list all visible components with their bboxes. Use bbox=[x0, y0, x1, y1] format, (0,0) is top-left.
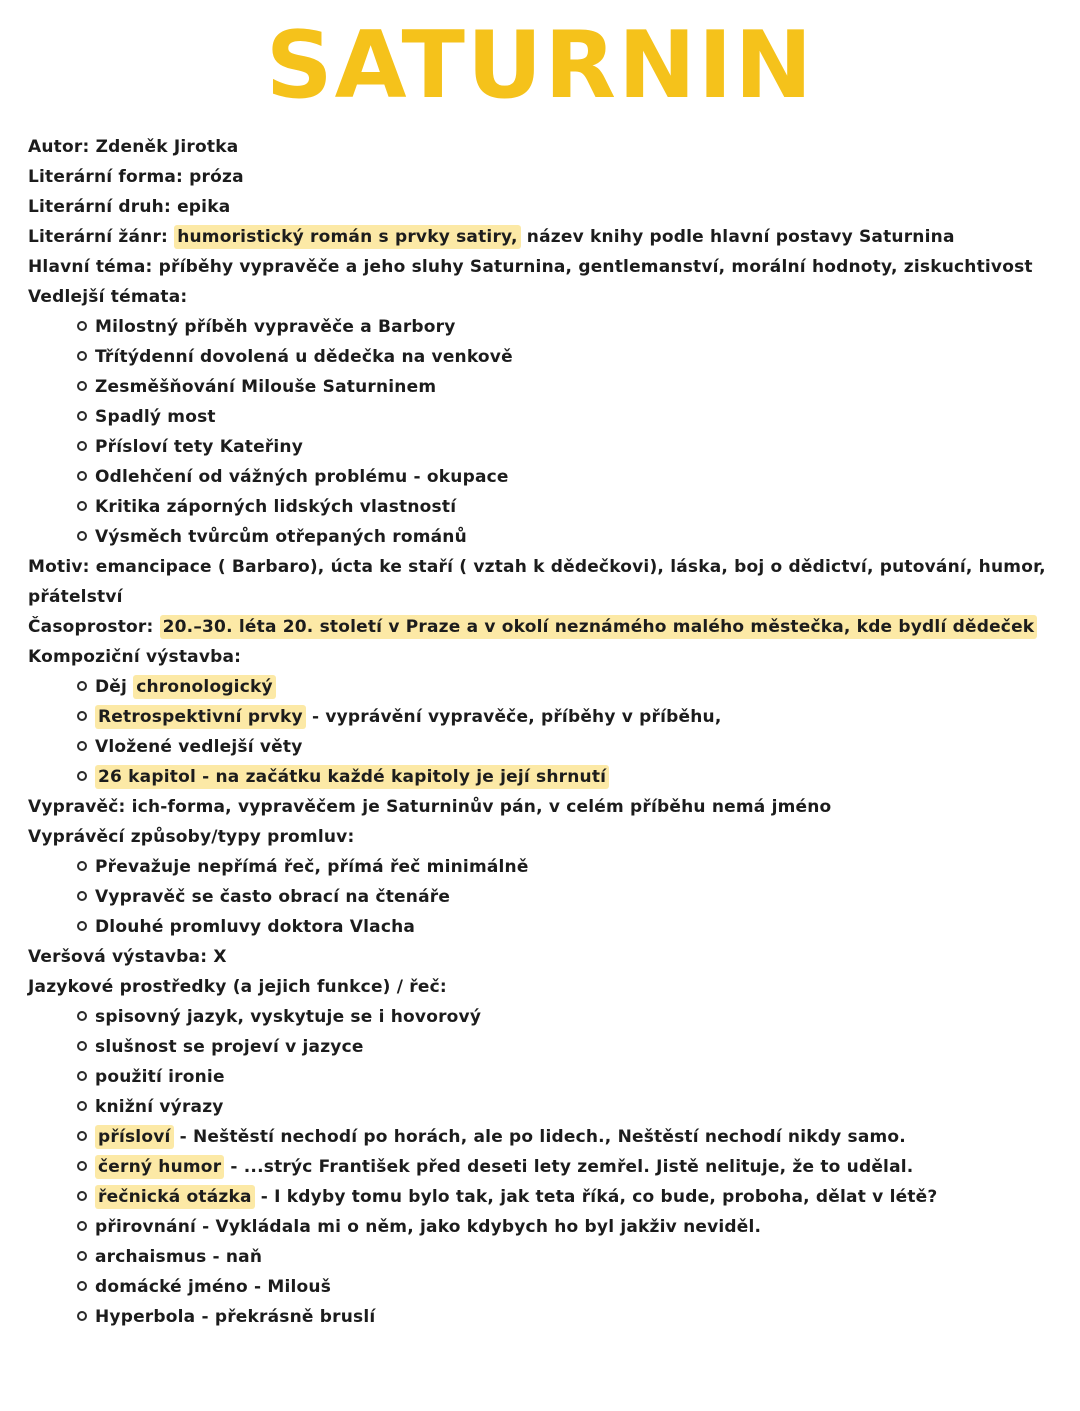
text-segment: Odlehčení od vážných problému - okupace bbox=[95, 467, 509, 488]
text-segment: slušnost se projeví v jazyce bbox=[95, 1037, 364, 1058]
bullet-item bbox=[28, 372, 1062, 402]
bullet-item bbox=[28, 522, 1062, 552]
text-segment: název knihy podle hlavní postavy Saturnina bbox=[520, 227, 955, 248]
bullet-item bbox=[28, 1302, 1062, 1332]
bullet-item bbox=[28, 1272, 1062, 1302]
text-segment: Dlouhé promluvy doktora Vlacha bbox=[95, 917, 416, 938]
text-line bbox=[28, 552, 1062, 612]
text-segment: - ...strýc František před deseti lety zemřel. Jistě nelituje, že to udělal. bbox=[224, 1157, 914, 1178]
text-segment: Kritika záporných lidských vlastností bbox=[95, 497, 457, 518]
text-line bbox=[28, 252, 1062, 282]
text-segment: Milostný příběh vypravěče a Barbory bbox=[95, 317, 456, 338]
highlighted-text: Retrospektivní prvky bbox=[95, 705, 306, 729]
bullet-circle-icon bbox=[77, 471, 87, 481]
text-line bbox=[28, 222, 1062, 252]
text-line bbox=[28, 192, 1062, 222]
bullet-circle-icon bbox=[77, 1191, 87, 1201]
bullet-circle-icon bbox=[77, 1311, 87, 1321]
bullet-item bbox=[28, 1152, 1062, 1182]
document-body bbox=[0, 116, 1080, 1332]
text-segment: použití ironie bbox=[95, 1067, 225, 1088]
bullet-circle-icon bbox=[77, 1221, 87, 1231]
highlighted-text: chronologický bbox=[133, 675, 276, 699]
text-line bbox=[28, 612, 1062, 642]
bullet-circle-icon bbox=[77, 921, 87, 931]
bullet-circle-icon bbox=[77, 861, 87, 871]
bullet-circle-icon bbox=[77, 1281, 87, 1291]
bullet-circle-icon bbox=[77, 441, 87, 451]
text-line bbox=[28, 972, 1062, 1002]
bullet-circle-icon bbox=[77, 1131, 87, 1141]
bullet-circle-icon bbox=[77, 1071, 87, 1081]
bullet-item bbox=[28, 882, 1062, 912]
text-segment: Výsměch tvůrcům otřepaných románů bbox=[95, 527, 467, 548]
text-segment: Přísloví tety Kateřiny bbox=[95, 437, 304, 458]
highlighted-text: humoristický román s prvky satiry, bbox=[174, 225, 520, 249]
bullet-item bbox=[28, 732, 1062, 762]
highlighted-text: černý humor bbox=[95, 1155, 224, 1179]
text-segment: Jazykové prostředky (a jejich funkce) / řeč: bbox=[28, 977, 447, 998]
text-line bbox=[28, 282, 1062, 312]
bullet-circle-icon bbox=[77, 501, 87, 511]
bullet-item bbox=[28, 762, 1062, 792]
text-segment: přirovnání - Vykládala mi o něm, jako kdybych ho byl jakživ neviděl. bbox=[95, 1217, 762, 1238]
bullet-item bbox=[28, 1062, 1062, 1092]
text-segment: Zesměšňování Milouše Saturninem bbox=[95, 377, 437, 398]
bullet-circle-icon bbox=[77, 381, 87, 391]
text-segment: Vyprávěcí způsoby/typy promluv: bbox=[28, 827, 355, 848]
text-segment: Literární žánr: bbox=[28, 227, 175, 248]
bullet-circle-icon bbox=[77, 1161, 87, 1171]
bullet-circle-icon bbox=[77, 411, 87, 421]
text-segment: Veršová výstavba: X bbox=[28, 947, 227, 968]
text-segment: Vypravěč: ich-forma, vypravěčem je Saturninův pán, v celém příběhu nemá jméno bbox=[28, 797, 832, 818]
text-segment: Vypravěč se často obrací na čtenáře bbox=[95, 887, 451, 908]
text-segment: Vedlejší témata: bbox=[28, 287, 188, 308]
bullet-item bbox=[28, 462, 1062, 492]
bullet-circle-icon bbox=[77, 771, 87, 781]
text-segment: Motiv: emancipace ( Barbaro), úcta ke staří ( vztah k dědečkovi), láska, boj o dědictví, putování, humor, přátelství bbox=[28, 557, 1052, 608]
text-segment: Hyperbola - překrásně bruslí bbox=[95, 1307, 376, 1328]
bullet-item bbox=[28, 702, 1062, 732]
text-segment: Literární druh: epika bbox=[28, 197, 231, 218]
bullet-circle-icon bbox=[77, 321, 87, 331]
text-segment: Časoprostor: bbox=[28, 617, 160, 638]
highlighted-text: řečnická otázka bbox=[95, 1185, 255, 1209]
bullet-item bbox=[28, 312, 1062, 342]
bullet-item bbox=[28, 492, 1062, 522]
bullet-item bbox=[28, 1092, 1062, 1122]
bullet-item bbox=[28, 672, 1062, 702]
bullet-circle-icon bbox=[77, 681, 87, 691]
bullet-circle-icon bbox=[77, 1011, 87, 1021]
text-segment: Vložené vedlejší věty bbox=[95, 737, 303, 758]
text-segment: knižní výrazy bbox=[95, 1097, 224, 1118]
bullet-item bbox=[28, 432, 1062, 462]
bullet-circle-icon bbox=[77, 1101, 87, 1111]
text-line bbox=[28, 792, 1062, 822]
highlighted-text: 26 kapitol - na začátku každé kapitoly je její shrnutí bbox=[95, 765, 609, 789]
bullet-circle-icon bbox=[77, 531, 87, 541]
bullet-circle-icon bbox=[77, 1041, 87, 1051]
bullet-item bbox=[28, 1242, 1062, 1272]
text-segment: Děj bbox=[95, 677, 134, 698]
highlighted-text: přísloví bbox=[95, 1125, 174, 1149]
text-segment: Převažuje nepřímá řeč, přímá řeč minimálně bbox=[95, 857, 529, 878]
text-segment: Třítýdenní dovolená u dědečka na venkově bbox=[95, 347, 513, 368]
bullet-item bbox=[28, 1122, 1062, 1152]
highlighted-text: 20.–30. léta 20. století v Praze a v okolí neznámého malého městečka, kde bydlí dědeček bbox=[160, 615, 1038, 639]
bullet-item bbox=[28, 1182, 1062, 1212]
text-segment: spisovný jazyk, vyskytuje se i hovorový bbox=[95, 1007, 482, 1028]
text-segment: Kompoziční výstavba: bbox=[28, 647, 242, 668]
bullet-item bbox=[28, 402, 1062, 432]
text-segment: Spadlý most bbox=[95, 407, 216, 428]
text-segment: - I kdyby tomu bylo tak, jak teta říká, co bude, proboha, dělat v létě? bbox=[254, 1187, 938, 1208]
bullet-circle-icon bbox=[77, 741, 87, 751]
bullet-circle-icon bbox=[77, 891, 87, 901]
text-segment: archaismus - naň bbox=[95, 1247, 263, 1268]
text-segment: Literární forma: próza bbox=[28, 167, 244, 188]
page-title: SATURNIN bbox=[265, 11, 815, 119]
bullet-item bbox=[28, 1032, 1062, 1062]
text-segment: Autor: Zdeněk Jirotka bbox=[28, 137, 239, 158]
bullet-circle-icon bbox=[77, 351, 87, 361]
text-line bbox=[28, 822, 1062, 852]
bullet-item bbox=[28, 342, 1062, 372]
bullet-circle-icon bbox=[77, 711, 87, 721]
bullet-item bbox=[28, 852, 1062, 882]
bullet-item bbox=[28, 1212, 1062, 1242]
text-line bbox=[28, 132, 1062, 162]
text-segment: Hlavní téma: příběhy vypravěče a jeho sluhy Saturnina, gentlemanství, morální hodnoty, ziskuchtivost bbox=[28, 257, 1033, 278]
bullet-circle-icon bbox=[77, 1251, 87, 1261]
text-line bbox=[28, 162, 1062, 192]
text-segment: - Neštěstí nechodí po horách, ale po lidech., Neštěstí nechodí nikdy samo. bbox=[173, 1127, 906, 1148]
bullet-item bbox=[28, 912, 1062, 942]
text-line bbox=[28, 642, 1062, 672]
text-segment: domácké jméno - Milouš bbox=[95, 1277, 332, 1298]
text-line bbox=[28, 942, 1062, 972]
bullet-item bbox=[28, 1002, 1062, 1032]
text-segment: - vyprávění vypravěče, příběhy v příběhu, bbox=[305, 707, 722, 728]
